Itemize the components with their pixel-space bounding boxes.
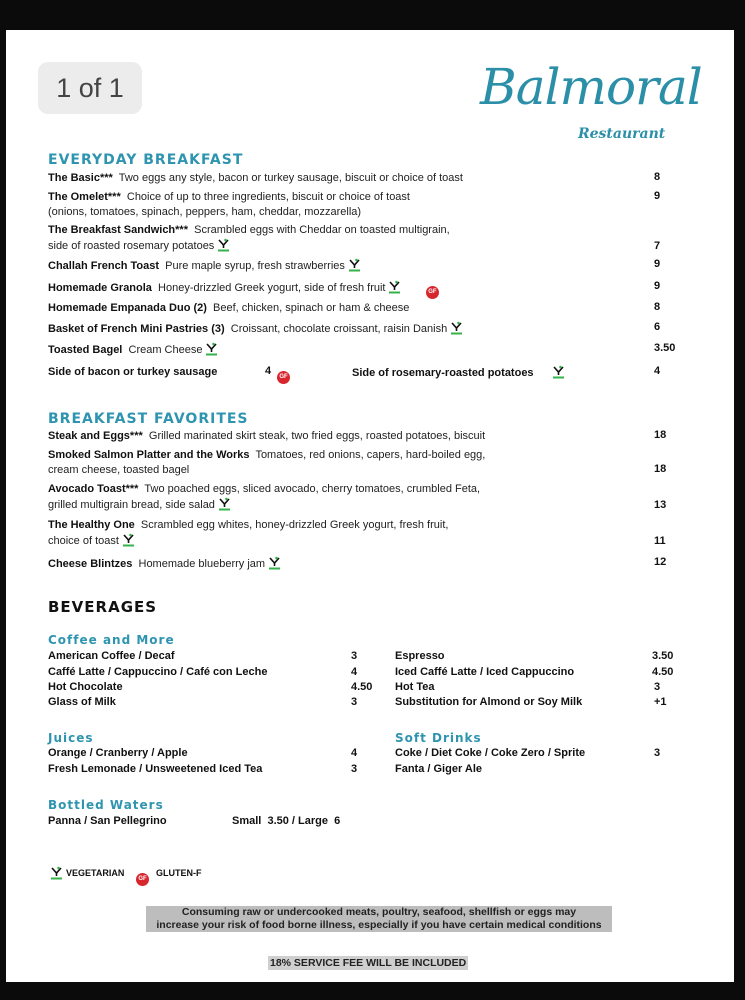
menu-item (48, 190, 410, 220)
notice-line-2: increase your risk of food borne illness, especially if you have certain medical conditions (156, 919, 602, 931)
menu-item (48, 429, 485, 444)
beverage-name: Iced Caffé Latte / Iced Cappuccino (395, 666, 575, 678)
menu-item (48, 342, 218, 358)
beverage-name: Hot Tea (395, 681, 435, 693)
food-safety-notice (146, 906, 612, 932)
item-name: The Basic*** (48, 172, 113, 184)
vegetarian-icon (122, 533, 135, 547)
legend-gluten-free: GLUTEN-F (156, 868, 202, 878)
item-name: Toasted Bagel (48, 344, 123, 356)
beverage-price: 4.50 (351, 681, 373, 693)
gluten-free-icon: GF (426, 286, 439, 299)
subsection-title-coffee: Coffee and More (48, 633, 175, 647)
item-desc-2: choice of toast (48, 535, 119, 547)
item-name: Steak and Eggs*** (48, 430, 143, 442)
item-desc: Pure maple syrup, fresh strawberries (165, 260, 345, 272)
legend-vegetarian-icon (50, 864, 63, 882)
item-price: 8 (654, 171, 661, 183)
subsection-title-juices: Juices (48, 731, 94, 745)
section-title-beverages: BEVERAGES (48, 598, 158, 616)
item-desc: Choice of up to three ingredients, biscuit or choice of toast (126, 191, 410, 203)
item-desc: Honey-drizzled Greek yogurt, side of fresh fruit (158, 282, 386, 294)
menu-item (48, 448, 485, 478)
beverage-name: Coke / Diet Coke / Coke Zero / Sprite (395, 747, 586, 759)
item-price: 6 (654, 321, 661, 333)
item-name: Basket of French Mini Pastries (3) (48, 323, 225, 335)
item-desc: Grilled marinated skirt steak, two fried eggs, roasted potatoes, biscuit (148, 430, 486, 442)
vegetarian-icon (450, 321, 463, 335)
item-name: Cheese Blintzes (48, 558, 133, 570)
item-price: 8 (654, 301, 661, 313)
menu-item (48, 482, 480, 513)
beverage-name: Espresso (395, 650, 445, 662)
gluten-free-badge (277, 363, 290, 384)
item-name: Homemade Empanada Duo (2) (48, 302, 207, 314)
beverage-name: Glass of Milk (48, 696, 116, 708)
beverage-name: American Coffee / Decaf (48, 650, 175, 662)
side-item (48, 365, 217, 380)
beverage-name: Fresh Lemonade / Unsweetened Iced Tea (48, 763, 263, 775)
vegetarian-icon (217, 238, 230, 252)
vegetarian-icon (268, 556, 281, 570)
item-price: 3.50 (654, 342, 676, 354)
item-name: Homemade Granola (48, 282, 152, 294)
beverage-name: Caffé Latte / Cappuccino / Café con Leche (48, 666, 268, 678)
beverage-sizes: Small 3.50 / Large 6 (232, 815, 341, 827)
item-name: The Breakfast Sandwich*** (48, 224, 188, 236)
item-price: 7 (654, 240, 661, 252)
beverage-price: 3 (351, 763, 358, 775)
item-price: 4 (265, 365, 272, 377)
item-desc-2: cream cheese, toasted bagel (48, 464, 190, 476)
beverage-price: 3 (654, 681, 661, 693)
menu-item (48, 556, 281, 572)
section-title-favorites: BREAKFAST FAVORITES (48, 411, 249, 427)
item-price: 9 (654, 258, 661, 270)
beverage-price: 3 (654, 747, 661, 759)
item-desc: Beef, chicken, spinach or ham & cheese (213, 302, 410, 314)
item-name: Side of rosemary-roasted potatoes (352, 367, 534, 379)
menu-item (48, 301, 409, 316)
vegetarian-icon (388, 280, 401, 294)
item-desc: Scrambled egg whites, honey-drizzled Greek yogurt, fresh fruit, (140, 519, 449, 531)
restaurant-logo-subtitle: Restaurant (578, 126, 666, 142)
beverage-price: +1 (654, 696, 667, 708)
item-price: 4 (654, 365, 661, 377)
gluten-free-icon: GF (277, 371, 290, 384)
vegetarian-icon (218, 497, 231, 511)
vegetarian-icon (552, 365, 565, 379)
beverage-price: 3.50 (652, 650, 674, 662)
legend-vegetarian: VEGETARIAN (66, 868, 125, 878)
item-price: 9 (654, 190, 661, 202)
menu-item (48, 280, 439, 299)
beverage-name: Substitution for Almond or Soy Milk (395, 696, 583, 708)
item-name: Challah French Toast (48, 260, 160, 272)
subsection-title-waters: Bottled Waters (48, 798, 164, 812)
item-desc: Cream Cheese (128, 344, 203, 356)
item-desc-2: grilled multigrain bread, side salad (48, 499, 215, 511)
beverage-name: Hot Chocolate (48, 681, 123, 693)
subsection-title-soft-drinks: Soft Drinks (395, 731, 482, 745)
vegetarian-icon (50, 866, 63, 880)
service-fee-notice: 18% SERVICE FEE WILL BE INCLUDED (270, 957, 467, 969)
legend-gluten-free-icon (136, 865, 149, 886)
item-desc-2: (onions, tomatoes, spinach, peppers, ham, cheddar, mozzarella) (48, 206, 362, 218)
item-name: Smoked Salmon Platter and the Works (48, 449, 250, 461)
item-desc: Tomatoes, red onions, capers, hard-boiled egg, (255, 449, 486, 461)
item-price: 18 (654, 429, 667, 441)
item-desc: Two eggs any style, bacon or turkey sausage, biscuit or choice of toast (118, 172, 463, 184)
beverage-price: 4 (351, 666, 358, 678)
item-price: 13 (654, 499, 667, 511)
page-counter: 1 of 1 (38, 62, 142, 114)
item-name: Avocado Toast*** (48, 483, 139, 495)
item-desc: Homemade blueberry jam (138, 558, 266, 570)
menu-item (48, 223, 450, 254)
beverage-name: Panna / San Pellegrino (48, 815, 167, 827)
item-price: 9 (654, 280, 661, 292)
beverage-name: Fanta / Giger Ale (395, 763, 483, 775)
beverage-price: 3 (351, 650, 358, 662)
item-desc-2: side of roasted rosemary potatoes (48, 240, 215, 252)
item-desc: Croissant, chocolate croissant, raisin Danish (230, 323, 448, 335)
item-price: 18 (654, 463, 667, 475)
notice-line-1: Consuming raw or undercooked meats, poultry, seafood, shellfish or eggs may (181, 906, 577, 918)
restaurant-logo: Balmoral (480, 58, 702, 116)
menu-item (48, 518, 448, 549)
menu-item (48, 171, 463, 186)
gluten-free-icon: GF (136, 873, 149, 886)
vegetarian-icon (205, 342, 218, 356)
item-price: 12 (654, 556, 667, 568)
beverage-name: Orange / Cranberry / Apple (48, 747, 188, 759)
item-name: The Healthy One (48, 519, 135, 531)
beverage-price: 4.50 (652, 666, 674, 678)
item-name: The Omelet*** (48, 191, 121, 203)
section-title-everyday: EVERYDAY BREAKFAST (48, 152, 244, 168)
item-price: 11 (654, 535, 666, 547)
menu-item (48, 258, 361, 274)
item-name: Side of bacon or turkey sausage (48, 366, 218, 378)
side-item (352, 365, 565, 381)
beverage-price: 4 (351, 747, 358, 759)
beverage-price: 3 (351, 696, 358, 708)
menu-item (48, 321, 463, 337)
item-desc: Two poached eggs, sliced avocado, cherry tomatoes, crumbled Feta, (144, 483, 481, 495)
vegetarian-icon (348, 258, 361, 272)
item-desc: Scrambled eggs with Cheddar on toasted multigrain, (194, 224, 450, 236)
